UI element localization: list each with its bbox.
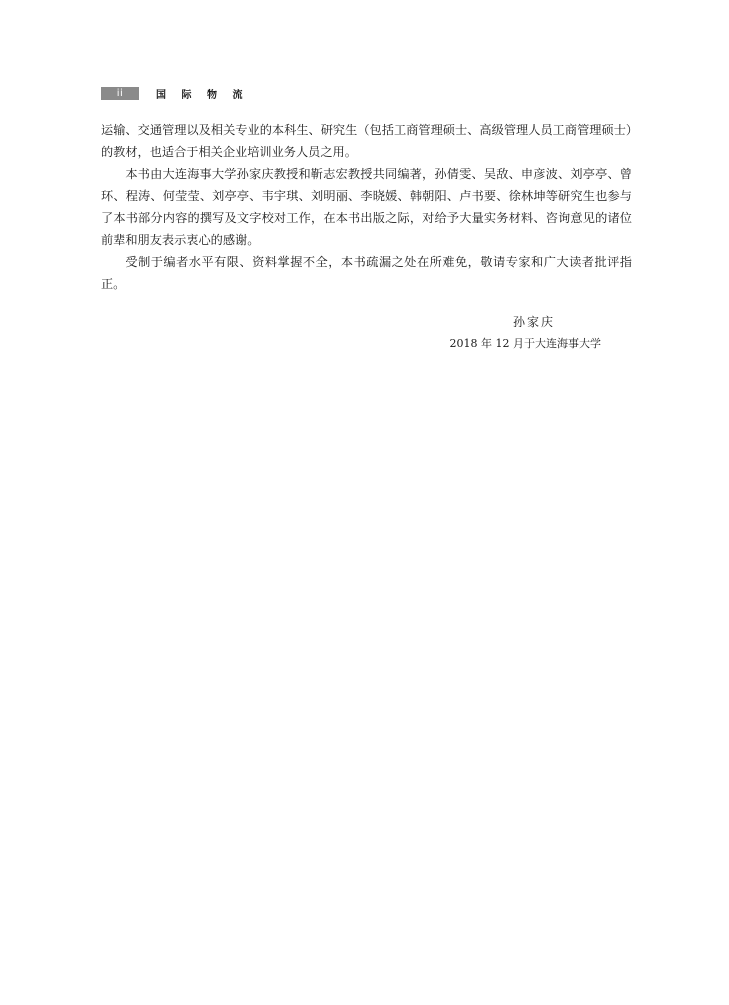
running-header (101, 86, 248, 100)
paragraph-disclaimer: 受制于编者水平有限、资料掌握不全，本书疏漏之处在所难免，敬请专家和广大读者批评指正。 (101, 255, 632, 291)
body-text (101, 119, 632, 295)
paragraph-acknowledgements: 本书由大连海事大学孙家庆教授和靳志宏教授共同编著，孙倩雯、吴敌、申彦波、刘亭亭、曾环、程涛、何莹莹、刘亭亭、韦宇琪、刘明丽、李晓媛、韩朝阳、卢书要、徐林坤等研究生也参与了本书部分内容的撰写及文字校对工作，在本书出版之际，对给予大量实务材料、咨询意见的诸位前辈和朋友表示衷心的感谢。 (101, 167, 632, 247)
book-title: 国 际 物 流 (156, 89, 249, 101)
page-number: ii (101, 87, 139, 100)
date-place: 2018 年 12 月于大连海事大学 (449, 337, 601, 350)
paragraph-continued: 运输、交通管理以及相关专业的本科生、研究生（包括工商管理硕士、高级管理人员工商管理硕士）的教材，也适合于相关企业培训业务人员之用。 (101, 123, 632, 159)
author-signature: 孙家庆 (512, 315, 555, 329)
